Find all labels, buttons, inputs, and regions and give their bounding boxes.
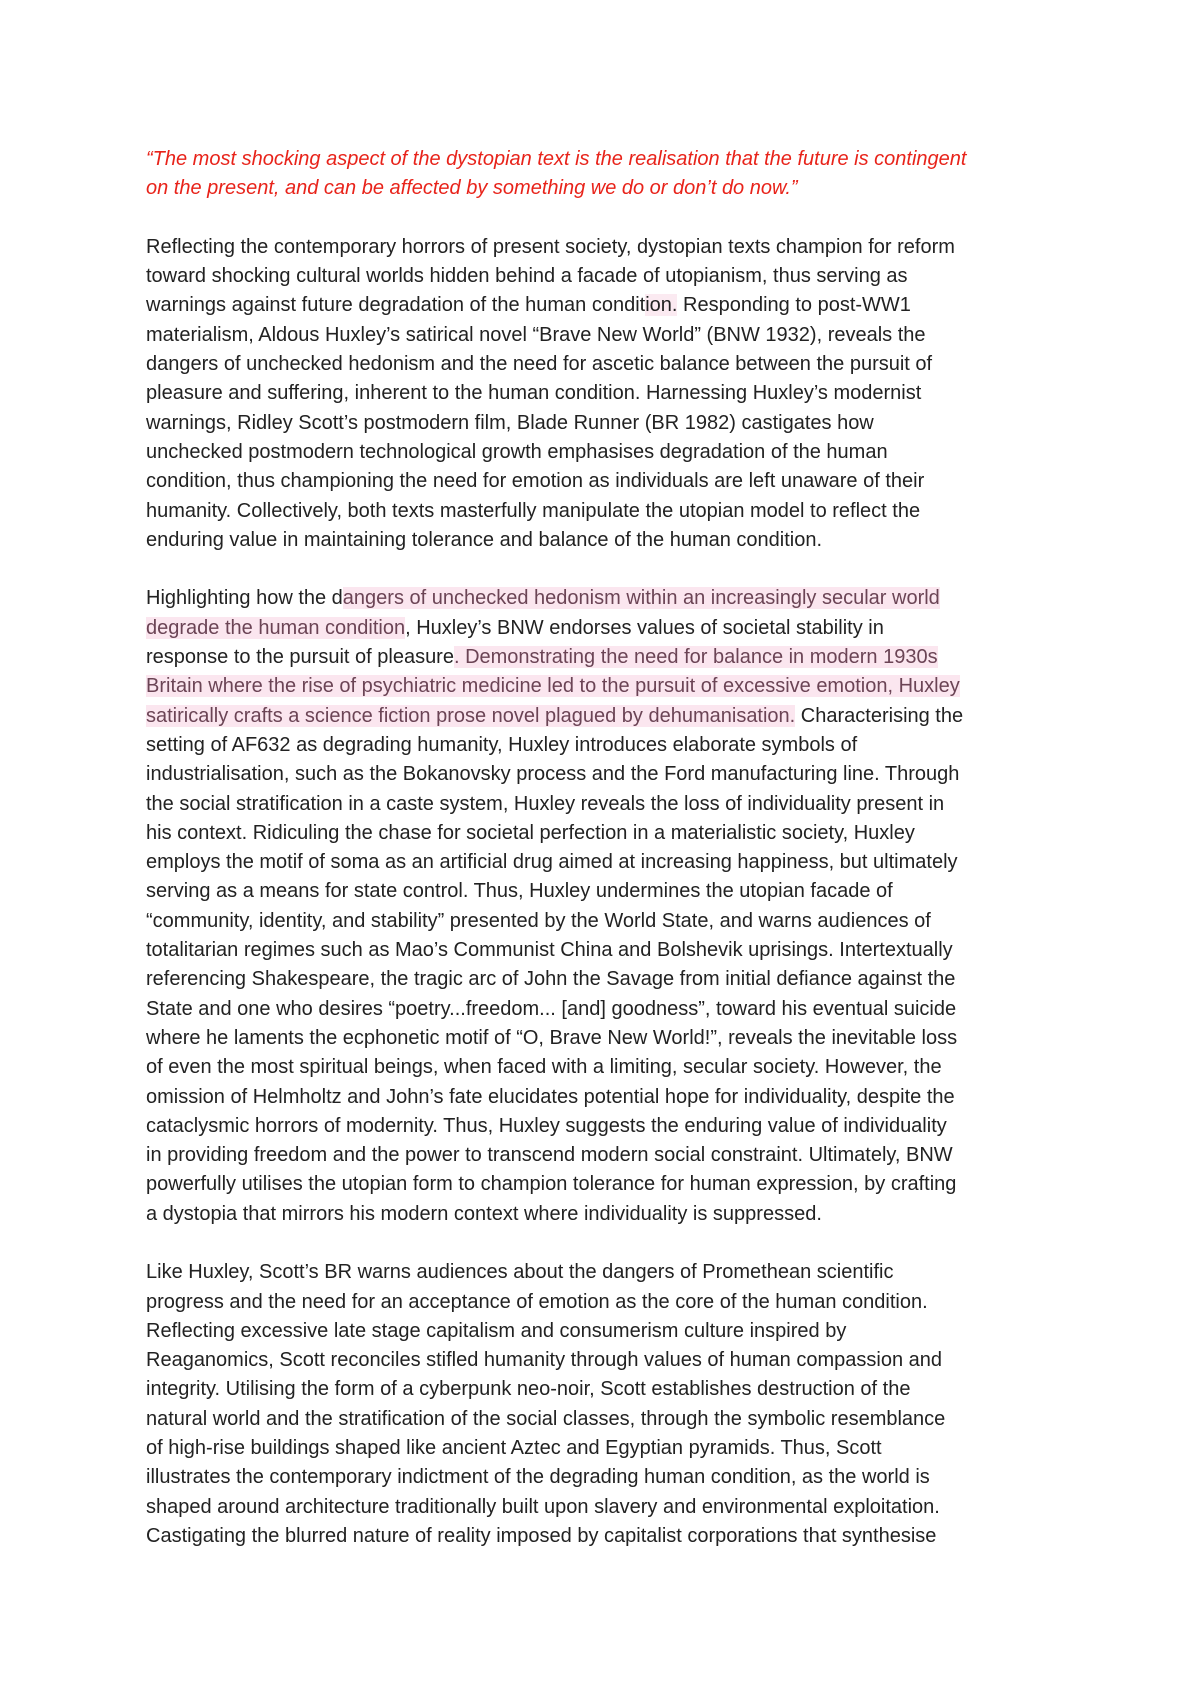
text-line: referencing Shakespeare, the tragic arc of John the Savage from initial defiance against the	[146, 968, 956, 991]
text-line: industrialisation, such as the Bokanovsky process and the Ford manufacturing line. Through	[146, 763, 960, 786]
text-line: shaped around architecture traditionally built upon slavery and environmental exploitation.	[146, 1495, 940, 1518]
text-line: Reflecting the contemporary horrors of present society, dystopian texts champion for reform	[146, 235, 955, 258]
text-line: unchecked postmodern technological growth emphasises degradation of the human	[146, 440, 888, 463]
text-line: natural world and the stratification of the social classes, through the symbolic resemblance	[146, 1407, 946, 1430]
text-line: powerfully utilises the utopian form to champion tolerance for human expression, by crafting	[146, 1173, 957, 1196]
quote-line: on the present, and can be affected by something we do or don’t do now.”	[146, 177, 798, 200]
text-line	[146, 672, 1076, 701]
text-run: Responding to post-WW1	[677, 294, 911, 317]
text-line: Castigating the blurred nature of reality imposed by capitalist corporations that synthesise	[146, 1524, 937, 1547]
text-line: a dystopia that mirrors his modern context where individuality is suppressed.	[146, 1202, 822, 1225]
introduction-paragraph	[146, 233, 1076, 555]
text-line: materialism, Aldous Huxley’s satirical novel “Brave New World” (BNW 1932), reveals the	[146, 323, 926, 346]
highlighted-text: Britain where the rise of psychiatric medicine led to the pursuit of excessive emotion, Huxley	[146, 675, 960, 698]
text-run: Characterising the	[795, 704, 964, 727]
text-line	[146, 614, 1076, 643]
text-line: of even the most spiritual beings, when faced with a limiting, secular society. However, the	[146, 1056, 942, 1079]
text-line: pleasure and suffering, inherent to the human condition. Harnessing Huxley’s modernist	[146, 382, 922, 405]
text-line: omission of Helmholtz and John’s fate elucidates potential hope for individuality, despite the	[146, 1085, 955, 1108]
text-line: illustrates the contemporary indictment of the degrading human condition, as the world is	[146, 1466, 930, 1489]
text-line: integrity. Utilising the form of a cyberpunk neo-noir, Scott establishes destruction of the	[146, 1378, 911, 1401]
text-line: dangers of unchecked hedonism and the need for ascetic balance between the pursuit of	[146, 353, 933, 376]
text-line: warnings, Ridley Scott’s postmodern film, Blade Runner (BR 1982) castigates how	[146, 411, 874, 434]
opening-quote	[146, 145, 1076, 204]
text-run: , Huxley’s BNW endorses values of societal stability in	[405, 616, 884, 639]
text-line: State and one who desires “poetry...freedom... [and] goodness”, toward his eventual suicide	[146, 997, 957, 1020]
highlighted-text: . Demonstrating the need for balance in modern 1930s	[453, 646, 938, 669]
highlighted-text: satirically crafts a science fiction prose novel plagued by dehumanisation.	[146, 704, 796, 727]
text-line: Reaganomics, Scott reconciles stifled humanity through values of human compassion and	[146, 1349, 942, 1372]
text-line: where he laments the ecphonetic motif of “O, Brave New World!”, reveals the inevitable loss	[146, 1026, 958, 1049]
text-line: totalitarian regimes such as Mao’s Communist China and Bolshevik uprisings. Intertextually	[146, 939, 953, 962]
text-line: in providing freedom and the power to transcend modern social constraint. Ultimately, BNW	[146, 1144, 953, 1167]
text-line: setting of AF632 as degrading humanity, Huxley introduces elaborate symbols of	[146, 733, 858, 756]
text-line: employs the motif of soma as an artificial drug aimed at increasing happiness, but ultimately	[146, 851, 958, 874]
text-line: toward shocking cultural worlds hidden behind a facade of utopianism, thus serving as	[146, 265, 908, 288]
text-line: of high-rise buildings shaped like ancient Aztec and Egyptian pyramids. Thus, Scott	[146, 1437, 882, 1460]
text-line	[146, 584, 1076, 613]
text-run: response to the pursuit of pleasure	[146, 646, 454, 669]
quote-line: “The most shocking aspect of the dystopian text is the realisation that the future is contingent	[146, 148, 967, 170]
text-line	[146, 702, 1076, 731]
text-line: Reflecting excessive late stage capitalism and consumerism culture inspired by	[146, 1319, 847, 1342]
text-line: progress and the need for an acceptance of emotion as the core of the human condition.	[146, 1290, 928, 1313]
text-line: Like Huxley, Scott’s BR warns audiences about the dangers of Promethean scientific	[146, 1261, 894, 1284]
text-run: warnings against future degradation of the human condit	[146, 294, 646, 317]
text-line: the social stratification in a caste system, Huxley reveals the loss of individuality present in	[146, 792, 945, 815]
highlighted-text: angers of unchecked hedonism within an increasingly secular world	[342, 587, 940, 610]
text-line	[146, 643, 1076, 672]
highlighted-text: degrade the human condition	[146, 616, 406, 639]
huxley-paragraph	[146, 584, 1076, 1229]
text-line: serving as a means for state control. Thus, Huxley undermines the utopian facade of	[146, 880, 893, 903]
essay-body	[146, 145, 1076, 1581]
text-line	[146, 291, 1076, 320]
text-run: Highlighting how the d	[146, 587, 343, 610]
scott-paragraph	[146, 1258, 1076, 1551]
highlighted-text: ion.	[645, 294, 678, 317]
text-line: his context. Ridiculing the chase for societal perfection in a materialistic society, Huxley	[146, 821, 915, 844]
text-line: condition, thus championing the need for emotion as individuals are left unaware of their	[146, 470, 925, 493]
text-line: cataclysmic horrors of modernity. Thus, Huxley suggests the enduring value of individuality	[146, 1114, 947, 1137]
text-line: enduring value in maintaining tolerance and balance of the human condition.	[146, 528, 823, 551]
text-line: humanity. Collectively, both texts masterfully manipulate the utopian model to reflect the	[146, 499, 921, 522]
text-line: “community, identity, and stability” presented by the World State, and warns audiences of	[146, 909, 931, 932]
